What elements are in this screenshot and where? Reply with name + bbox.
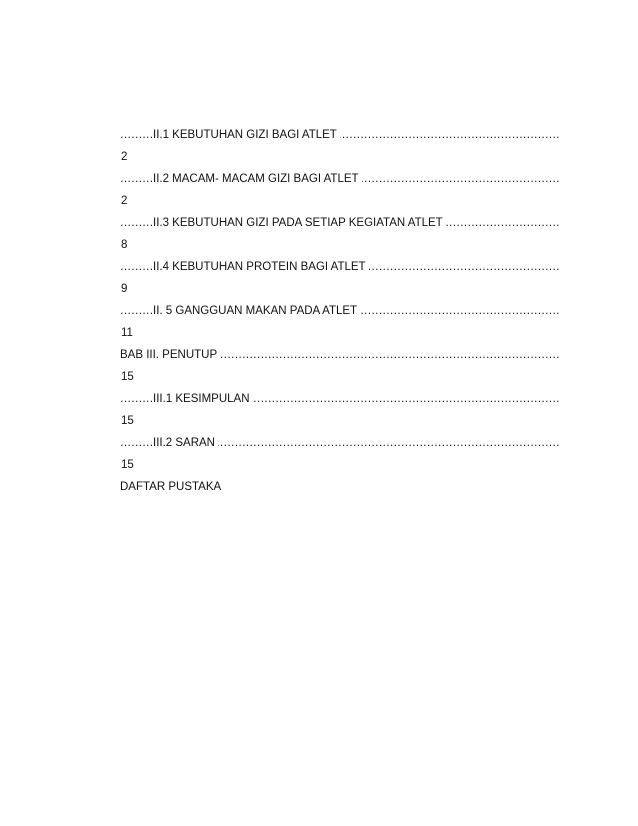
toc-entry-title: BAB III. PENUTUP	[120, 349, 220, 361]
toc-entry-iii-1	[120, 388, 560, 410]
toc-page-number: 15	[121, 371, 134, 383]
toc-page-number: 9	[121, 283, 128, 295]
toc-entry-ii-1	[120, 124, 560, 146]
toc-entry-ii-2	[120, 168, 560, 190]
toc-page-number: 15	[121, 459, 134, 471]
toc-entry-title: DAFTAR PUSTAKA	[120, 481, 224, 493]
toc-entry-title: III.1 KESIMPULAN	[153, 393, 253, 405]
toc-page-number: 2	[121, 151, 128, 163]
toc-entry-ii-3	[120, 212, 560, 234]
table-of-contents	[120, 124, 560, 498]
toc-entry-title: II. 5 GANGGUAN MAKAN PADA ATLET	[153, 305, 360, 317]
toc-entry-ii-5	[120, 300, 560, 322]
toc-entry-title: II.4 KEBUTUHAN PROTEIN BAGI ATLET	[153, 261, 369, 273]
toc-page-number: 15	[121, 415, 134, 427]
toc-entry-title: III.2 SARAN	[153, 437, 218, 449]
toc-entry-title: II.3 KEBUTUHAN GIZI PADA SETIAP KEGIATAN ATLET	[153, 217, 446, 229]
toc-entry-bab-iii	[120, 344, 560, 366]
toc-page-number: 2	[121, 195, 128, 207]
toc-entry-title: II.1 KEBUTUHAN GIZI BAGI ATLET	[153, 129, 340, 141]
toc-entry-ii-4	[120, 256, 560, 278]
toc-page-number: 11	[121, 327, 133, 339]
toc-entry-iii-2	[120, 432, 560, 454]
toc-entry-daftar-pustaka	[120, 476, 560, 498]
toc-page-number: 8	[121, 239, 128, 251]
toc-entry-title: II.2 MACAM- MACAM GIZI BAGI ATLET	[153, 173, 362, 185]
